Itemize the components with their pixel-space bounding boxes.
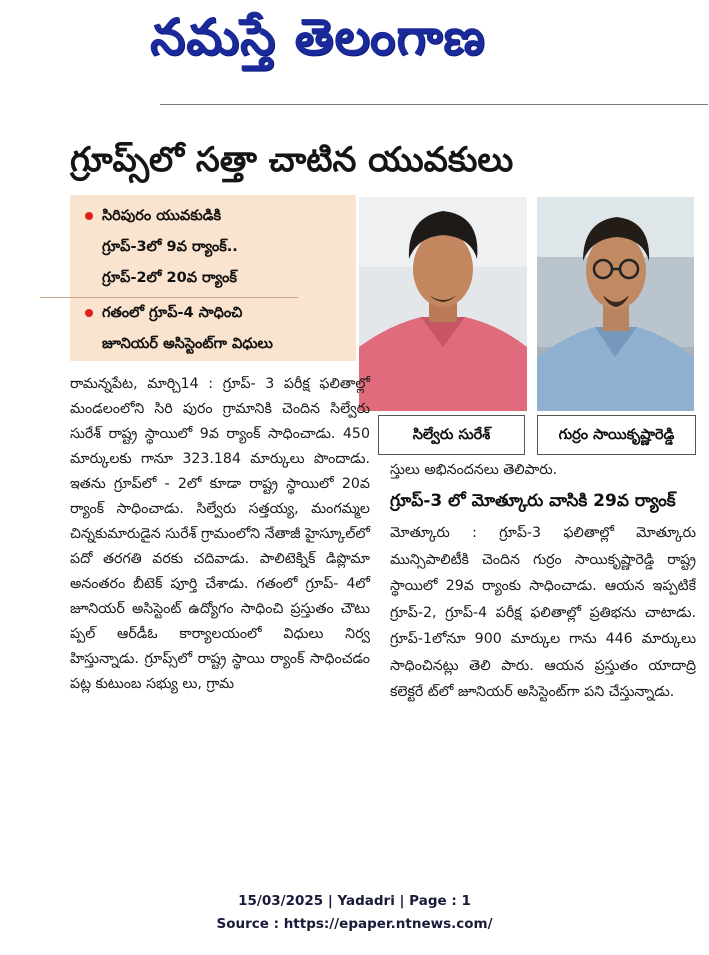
photo-suresh (359, 197, 527, 411)
highlights-box (70, 195, 356, 361)
article-body-paragraph: రామన్నపేట, మార్చి14 : గ్రూప్- 3 పరీక్ష ఫలితాల్లో మండలంలోని సిరి పురం గ్రామానికి చెందిన సిల్వేరు సురేశ్ రాష్ట్ర స్థాయిలో 9వ ర్యాంక్ సాధించాడు. 450 మార్కులకు గానూ 323.184 మార్కులు పొందాడు. ఇతను గ్రూప్‌లో - 2లో కూడా రాష్ట్ర స్థాయిలో 20వ ర్యాంక్ సాధించాడు. సిల్వేరు సత్తయ్య, మంగమ్మల చిన్నకుమారుడైన సురేశ్ గ్రామంలోని నేతాజీ హైస్కూల్‌లో పదో తరగతి వరకు చదివాడు. పాలిటెక్నిక్ డిప్లొమా అనంతరం బీటెక్ పూర్తి చేశాడు. గతంలో గ్రూప్- 4లో జూనియర్ అసిస్టెంట్ ఉద్యోగం సాధించి ప్రస్తుతం చౌటు ప్పల్ ఆర్‌డీఓ కార్యాలయంలో విధులు నిర్వ హిస్తున్నాడు. గ్రూప్స్‌లో రాష్ట్ర స్థాయి ర్యాంక్ సాధించడం పట్ల కుటుంబ సభ్యు లు, గ్రామ (70, 376, 370, 692)
highlight-line: సిరిపురం యువకుడికి (102, 208, 222, 224)
article-column-left (70, 372, 370, 697)
highlight-line: జూనియర్ అసిస్టెంట్‌గా విధులు (102, 336, 273, 352)
highlight-line: గ్రూప్-2లో 20వ ర్యాంక్ (102, 270, 237, 286)
article-column-right (390, 458, 696, 706)
highlight-line: గతంలో గ్రూప్-4 సాధించి (102, 305, 243, 321)
masthead-divider (160, 104, 708, 105)
highlight-item (80, 201, 350, 294)
photo-caption: గుర్రం సాయికృష్ణారెడ్డి (537, 415, 696, 455)
bullet-icon (85, 212, 93, 220)
footer-source: Source : https://epaper.ntnews.com/ (216, 916, 493, 932)
footer-date-edition: 15/03/2025 | Yadadri | Page : 1 (238, 893, 471, 909)
article-body-continuation: స్తులు అభినందనలు తెలిపారు. (390, 462, 558, 478)
bullet-icon (85, 309, 93, 317)
photo-saikrishna-reddy (537, 197, 694, 411)
article-body-paragraph: మోత్కూరు : గ్రూప్-3 ఫలితాల్లో మోత్కూరు మున్సిపాలిటీకి చెందిన గుర్రం సాయికృష్ణారెడ్డి రాష్ట్ర స్థాయిలో 29వ ర్యాంకు సాధించాడు. ఆయన ఇప్పటికే గ్రూప్-2, గ్రూప్-4 పరీక్ష ఫలితాల్లో ప్రతిభను చాటాడు. గ్రూప్-1లోనూ 900 మార్కుల గాను 446 మార్కులు సాధించినట్లు తెలి పారు. ఆయన ప్రస్తుతం యాదాద్రి కలెక్టరే ట్‌లో జూనియర్ అసిస్టెంట్‌గా పని చేస్తున్నాడు. (390, 525, 696, 700)
highlight-item (80, 298, 350, 360)
highlights-divider (40, 297, 298, 298)
portrait-illustration (359, 197, 527, 411)
highlight-line: గ్రూప్-3లో 9వ ర్యాంక్.. (102, 239, 238, 255)
masthead-title: నమస్తే తెలంగాణ (150, 8, 486, 66)
photo-caption: సిల్వేరు సురేశ్ (378, 415, 525, 455)
article-headline: గ్రూప్స్‌లో సత్తా చాటిన యువకులు (70, 140, 514, 180)
portrait-illustration (537, 197, 694, 411)
article-subheadline: గ్రూప్-3 లో మోత్కూరు వాసికి 29వ ర్యాంక్ (390, 491, 676, 511)
